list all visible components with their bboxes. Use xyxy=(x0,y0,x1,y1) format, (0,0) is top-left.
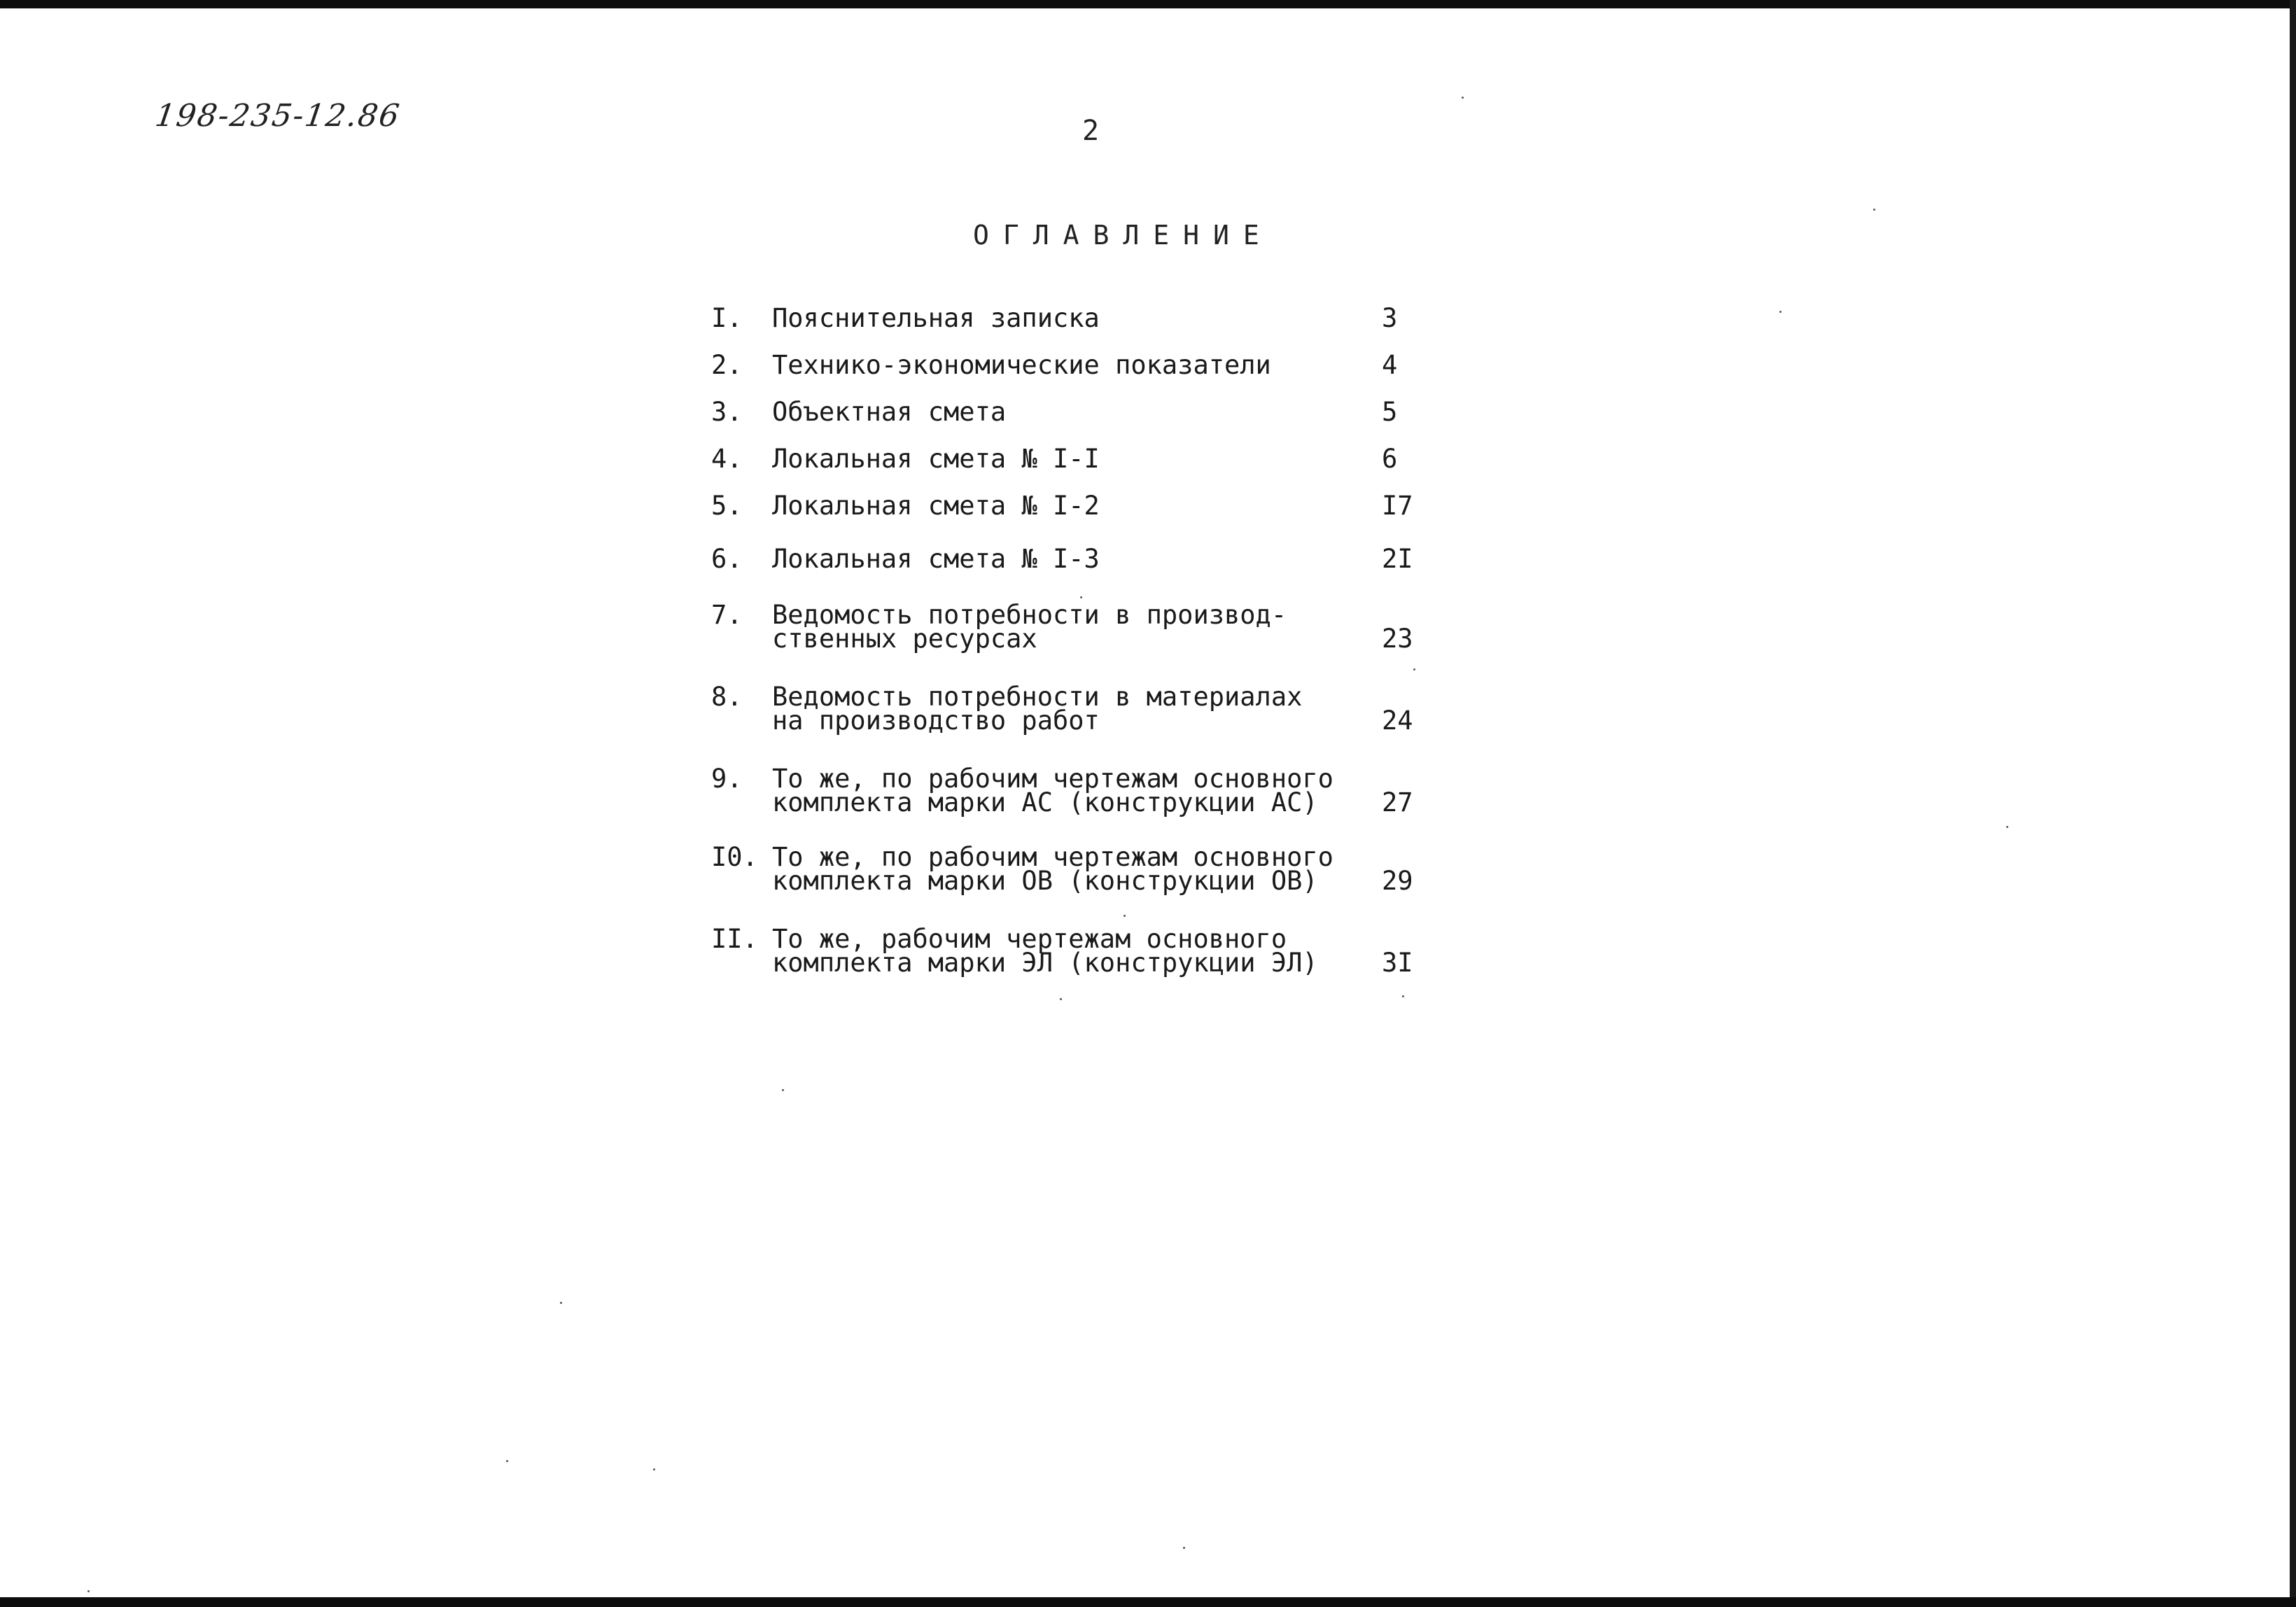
toc-entry-number: 4. xyxy=(711,444,743,474)
toc-entry-page: 4 xyxy=(1382,350,1398,380)
toc-entry-title: Ведомость потребности в материалах xyxy=(772,682,1303,712)
toc-entry-title: Локальная смета № I-I xyxy=(772,444,1100,474)
toc-entry-title: Объектная смета xyxy=(772,397,1007,427)
toc-entry-page: 24 xyxy=(1382,706,1413,736)
scan-speck xyxy=(560,1302,562,1304)
toc-entry-number: 9. xyxy=(711,764,743,794)
toc-entry-title-line2: комплекта марки АС (конструкции АС) xyxy=(772,787,1318,817)
toc-entry-page: 5 xyxy=(1382,397,1398,427)
toc-entry-number: 5. xyxy=(711,491,743,521)
scan-speck xyxy=(1124,915,1126,917)
toc-entry-number: II. xyxy=(711,924,758,954)
scan-border-bottom xyxy=(0,1597,2296,1607)
scan-speck xyxy=(1060,998,1062,1000)
scan-speck xyxy=(1402,995,1404,997)
scan-speck xyxy=(2006,826,2008,828)
toc-entry-number: 7. xyxy=(711,600,743,630)
toc-entry-title: То же, рабочим чертежам основного xyxy=(772,924,1287,954)
toc-entry-page: 2I xyxy=(1382,544,1413,574)
toc-entry-title-line2: на производство работ xyxy=(772,706,1100,736)
toc-entry-title-line2: комплекта марки ЭЛ (конструкции ЭЛ) xyxy=(772,948,1318,978)
toc-entry-title: То же, по рабочим чертежам основного xyxy=(772,842,1334,872)
toc-entry-page: 29 xyxy=(1382,866,1413,896)
toc-entry-number: I0. xyxy=(711,842,758,872)
scan-speck xyxy=(653,1468,655,1471)
toc-entry-title-line2: комплекта марки ОВ (конструкции ОВ) xyxy=(772,866,1318,896)
scan-border-top xyxy=(0,0,2296,8)
toc-entry-title: Технико-экономические показатели xyxy=(772,350,1271,380)
scan-speck xyxy=(1080,596,1082,598)
toc-entry-title: Локальная смета № I-2 xyxy=(772,491,1100,521)
scan-speck xyxy=(1183,1547,1185,1549)
toc-entry-page: 6 xyxy=(1382,444,1398,474)
toc-entry-title: Локальная смета № I-3 xyxy=(772,544,1100,574)
toc-entry-page: 27 xyxy=(1382,787,1413,817)
scan-speck xyxy=(506,1460,508,1462)
scan-border-right xyxy=(2290,0,2296,1607)
scan-speck xyxy=(1779,311,1782,313)
scan-speck xyxy=(88,1590,90,1592)
toc-entry-number: I. xyxy=(711,303,743,333)
toc-entry-number: 6. xyxy=(711,544,743,574)
toc-entry-title-line2: ственных ресурсах xyxy=(772,624,1037,654)
scan-speck xyxy=(1873,209,1875,211)
document-code: 198-235-12.86 xyxy=(153,98,403,134)
toc-entry-page: 3 xyxy=(1382,303,1398,333)
toc-heading: ОГЛАВЛЕНИЕ xyxy=(973,220,1273,251)
scan-speck xyxy=(1413,668,1415,671)
scan-speck xyxy=(1462,97,1464,99)
toc-entry-title: Пояснительная записка xyxy=(772,303,1100,333)
toc-entry-title: То же, по рабочим чертежам основного xyxy=(772,764,1334,794)
toc-entry-title: Ведомость потребности в производ- xyxy=(772,600,1287,630)
toc-entry-number: 8. xyxy=(711,682,743,712)
toc-entry-number: 2. xyxy=(711,350,743,380)
toc-entry-page: 3I xyxy=(1382,948,1413,978)
toc-entry-page: 23 xyxy=(1382,624,1413,654)
page-number: 2 xyxy=(1082,115,1100,147)
toc-entry-number: 3. xyxy=(711,397,743,427)
toc-entry-page: I7 xyxy=(1382,491,1413,521)
scan-speck xyxy=(782,1089,784,1091)
